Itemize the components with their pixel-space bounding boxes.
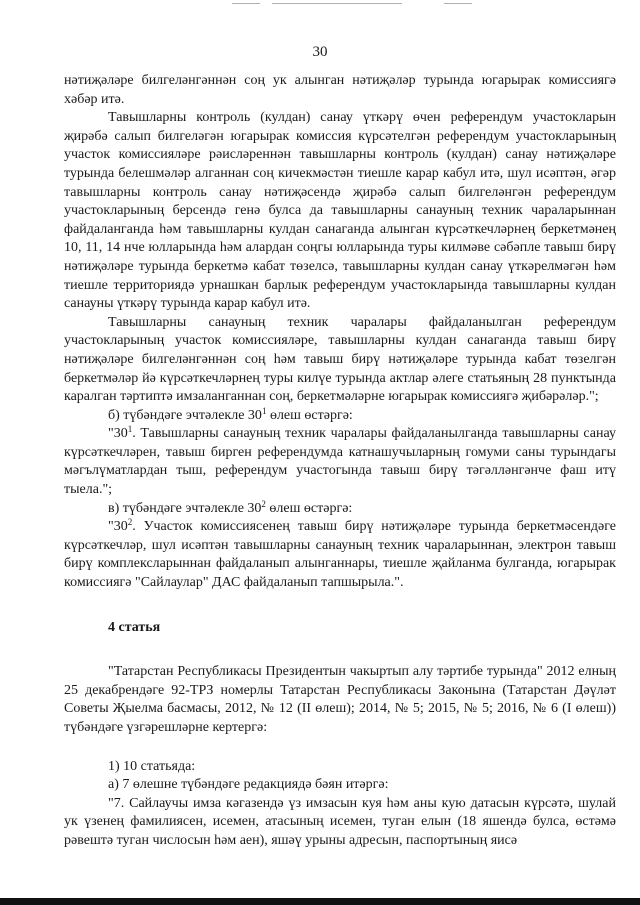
- paragraph: "Татарстан Республикасы Президентын чакыртып алу тәртибе турында" 2012 елның 25 декабрендәге 92-ТРЗ номерлы Татарстан Республикасы Законына (Татарстан Дәүләт Советы Җыелма басмасы, 2012, № 12 (II өлеш); 2014, № 5; 2015, № 5; 2016, № 6 (I өлеш)) түбәндәге үзгәрешләрне кертергә:: [64, 664, 616, 735]
- paragraph-text: . Тавышларны санауның техник чаралары файдаланылганда тавышларны санау күрсәткечләрен, тавыш бирген референдумда катнашучыларның гомуми саны турындагы мәгълүматлардан тыш, референдум участогында тавыш бирү тәгәлләнгәнче фаш итү тыела.";: [64, 426, 616, 498]
- paragraph: а) 7 өлешне түбәндәге редакциядә бәян итәргә:: [108, 777, 389, 793]
- document-body: [64, 72, 616, 851]
- article-heading: 4 статья: [108, 619, 161, 635]
- superscript: 2: [261, 498, 266, 509]
- scan-artifact-line: [272, 3, 402, 4]
- page-number: 30: [312, 44, 328, 60]
- paragraph-text: в) түбәндәге эчтәлекле 30: [108, 500, 262, 516]
- paragraph: Тавышларны контроль (кулдан) санау үткәрү өчен референдум участокларын җирәбә салып билгеләгән югарырак комиссия күрсәтелгән референдум участокларының участок комиссияләре рәисләреннән тавышларны контроль (кулдан) санау нәтиҗәләре турында белешмәләр алганнан соң кичекмәстән тиешле карар кабул итә, шул исәптән, әгәр тавышларны контроль санау нәтиҗәсендә җирәбә салып билгеләнгән референдум участокларының берсендә генә булса да тавышларны санауның техник чараларыннан файдаланганда һәм тавышларны кулдан санаганда алынган күрсәткечләрнең беркетмәнең 10, 11, 14 нче юлларында һәм алардан соңгы юлларында туры килмәве сәбәпле тавыш бирү нәтиҗәләре турында беркетмә кабат төзелсә, тавышларны кулдан санау үткәрелмәгән һәм тиешле территориядә урнашкан барлык референдум участокларында тавышларны кулдан санауны үткәрү турында карар кабул итә.: [64, 110, 616, 312]
- paragraph-text: . Участок комиссиясенең тавыш бирү нәтиҗәләре турында беркетмәсендәге күрсәткечләр, шул исәптән тавышларны санауның техник чараларыннан, электрон тавыш бирү комплексларыннан файдаланып алынганнары, тиешле җайланма булганда, югарырак комиссиягә "Сайлаулар" ДАС файдаланып тапшырыла.".: [64, 519, 616, 591]
- paragraph: нәтиҗәләре билгеләнгәннән соң ук алынган нәтиҗәләр турында югарырак комиссиягә хәбәр итә.: [64, 73, 616, 107]
- paragraph: 1) 10 статьяда:: [108, 758, 196, 774]
- paragraph-text: б) түбәндәге эчтәлекле 30: [108, 407, 262, 423]
- scan-artifact-dash: [232, 3, 260, 4]
- spacer: [64, 593, 616, 619]
- scan-artifact-dash: [444, 3, 472, 4]
- paragraph-text: өлеш өстәргә:: [266, 407, 353, 423]
- spacer: [64, 637, 616, 663]
- superscript: 1: [261, 405, 267, 416]
- superscript: 2: [127, 517, 133, 528]
- superscript: 1: [127, 424, 133, 435]
- paragraph: [64, 407, 616, 426]
- paragraph-text: өлеш өстәргә:: [265, 500, 353, 516]
- paragraph-text: "30: [108, 519, 128, 535]
- paragraph: [64, 500, 616, 519]
- scan-artifact-bottom-bar: [0, 898, 640, 905]
- paragraph-text: "30: [108, 426, 128, 442]
- spacer: [64, 738, 616, 758]
- paragraph: [64, 425, 616, 499]
- paragraph: "7. Сайлаучы имза кәгазендә үз имзасын куя һәм аны кую датасын күрсәтә, шулай ук үзенең фамилиясен, исемен, атасының исемен, туган елын (18 яшендә булса, өстәмә рәвештә туган числосын һәм аен), яшәү урыны адресын, паспортының яисә: [64, 795, 616, 848]
- paragraph: Тавышларны санауның техник чаралары файдаланылган референдум участокларының участок комиссияләре, тавышларны кулдан санаганда тавыш бирү нәтиҗәләре билгеләнгәннән соң һәм тавыш бирү нәтиҗәләре турында кабат төзелгән беркетмәләр йә күрсәткечләрнең туры килүе турында актлар әлеге статьяның 28 пунктында каралган тәртиптә имзаланганнан соң, беркетмәләрне югарырак комиссиягә җибәрәләр.";: [64, 314, 616, 405]
- paragraph: [64, 518, 616, 592]
